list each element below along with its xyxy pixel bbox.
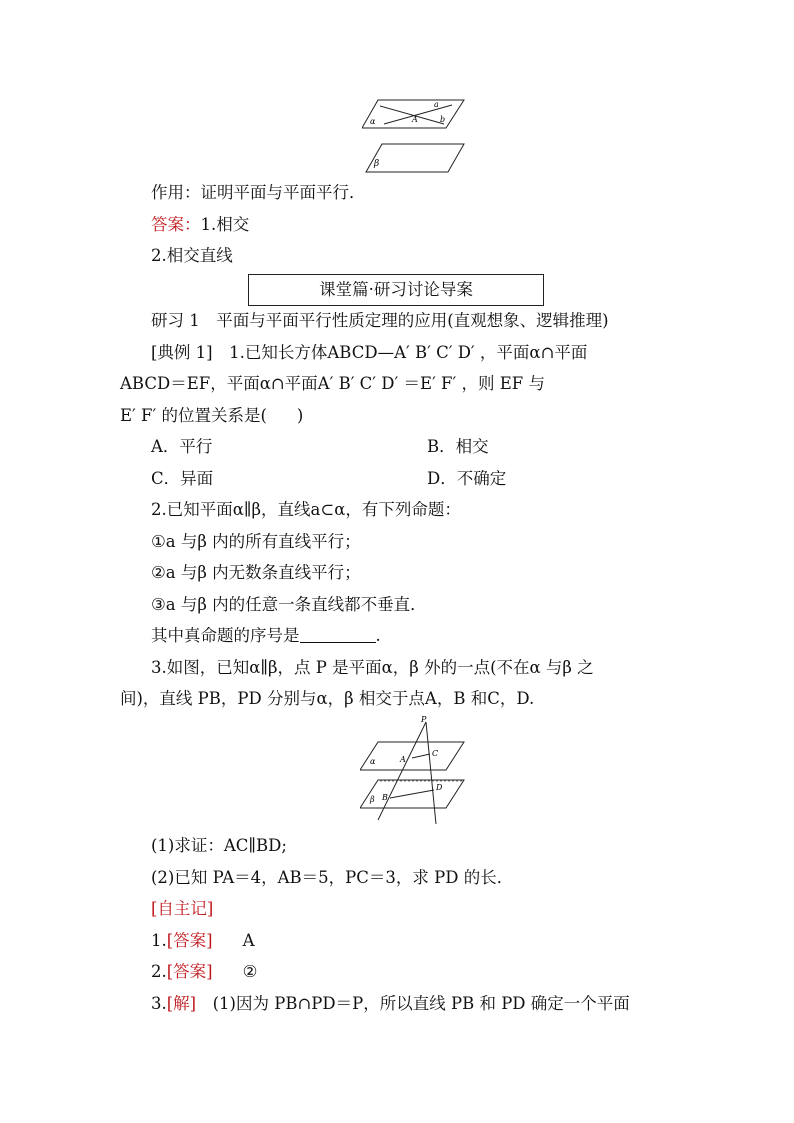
- q1-text-3: E′ F′ 的位置关系是(: [120, 406, 267, 425]
- answer-row-2: [151, 961, 257, 983]
- a3-num: 3.: [151, 994, 167, 1013]
- label-a: a: [434, 100, 439, 109]
- line-PB: [378, 722, 426, 820]
- planes-point-figure: [360, 714, 466, 826]
- example-tag: [典例 1]: [151, 343, 213, 362]
- example-q1-line2: ABCD＝EF，平面α∩平面A′ B′ C′ D′ ＝E′ F′ ，则 EF 与: [120, 374, 545, 393]
- q2-item2: ②a 与β 内无数条直线平行；: [151, 563, 361, 582]
- a1-tag: [答案]: [166, 931, 213, 950]
- a3-tag: [解]: [166, 994, 197, 1013]
- q2-ask-text: 其中真命题的序号是: [151, 626, 300, 645]
- label-P: P: [421, 715, 427, 724]
- self-note: [自主记]: [151, 899, 214, 918]
- segment-BD: [390, 790, 434, 798]
- label-B: B: [382, 793, 388, 802]
- option-c: C．异面: [151, 469, 214, 488]
- answer-line: [151, 214, 249, 236]
- q1-close-paren: ): [296, 406, 304, 425]
- line-PD: [426, 722, 439, 824]
- label-D: D: [436, 783, 443, 792]
- plane-beta: [366, 144, 464, 172]
- answer-2: 2.相交直线: [151, 246, 233, 265]
- q3-part1: (1)求证：AC∥BD;: [151, 836, 287, 855]
- option-a: A．平行: [151, 437, 213, 456]
- q2-item1: ①a 与β 内的所有直线平行；: [151, 532, 361, 551]
- q2-end: .: [375, 626, 381, 645]
- example-q1-line1: [151, 342, 587, 364]
- parallel-planes-figure: [362, 94, 468, 174]
- q3-line2: 间)，直线 PB，PD 分别与α，β 相交于点A，B 和C，D.: [120, 689, 535, 708]
- a2-tag: [答案]: [166, 962, 213, 981]
- answer-row-1: [151, 930, 255, 952]
- example-q1-line3: [120, 405, 303, 427]
- label-beta: β: [374, 159, 380, 169]
- section-banner: 课堂篇·研习讨论导案: [248, 274, 544, 306]
- label-alpha2: α: [370, 757, 376, 766]
- a3-text: (1)因为 PB∩PD＝P，所以直线 PB 和 PD 确定一个平面: [212, 994, 630, 1013]
- label-A: A: [412, 115, 418, 124]
- a2-num: 2.: [151, 962, 167, 981]
- q2-line1: 2.已知平面α∥β，直线a⊂α，有下列命题：: [151, 500, 461, 519]
- label-b: b: [440, 115, 446, 124]
- answer-1: 1.相交: [200, 215, 250, 234]
- option-b: B．相交: [427, 437, 489, 456]
- q1-text-1: 1.已知长方体ABCD—A′ B′ C′ D′ ，平面α∩平面: [229, 343, 588, 362]
- label-A2: A: [400, 755, 406, 764]
- answer-label: 答案：: [151, 215, 201, 234]
- answer-row-3: [151, 993, 630, 1015]
- a1-num: 1.: [151, 931, 167, 950]
- fig2-plane-alpha: [360, 742, 464, 770]
- a1-val: A: [242, 931, 255, 950]
- q3-line1: 3.如图，已知α∥β，点 P 是平面α，β 外的一点(不在α 与β 之: [151, 658, 594, 677]
- label-C: C: [432, 749, 439, 758]
- study-title: 研习 1 平面与平面平行性质定理的应用(直观想象、逻辑推理): [151, 311, 609, 330]
- answer-blank: [300, 626, 376, 643]
- q2-ask: [151, 625, 381, 647]
- a2-val: ②: [242, 962, 258, 981]
- usage-text: 作用：证明平面与平面平行．: [151, 183, 366, 202]
- q2-item3: ③a 与β 内的任意一条直线都不垂直．: [151, 595, 427, 614]
- option-d: D．不确定: [427, 469, 507, 488]
- q3-part2: (2)已知 PA＝4，AB＝5，PC＝3，求 PD 的长．: [151, 868, 514, 887]
- label-alpha: α: [370, 117, 376, 126]
- label-beta2: β: [370, 795, 375, 804]
- segment-AC: [412, 754, 430, 758]
